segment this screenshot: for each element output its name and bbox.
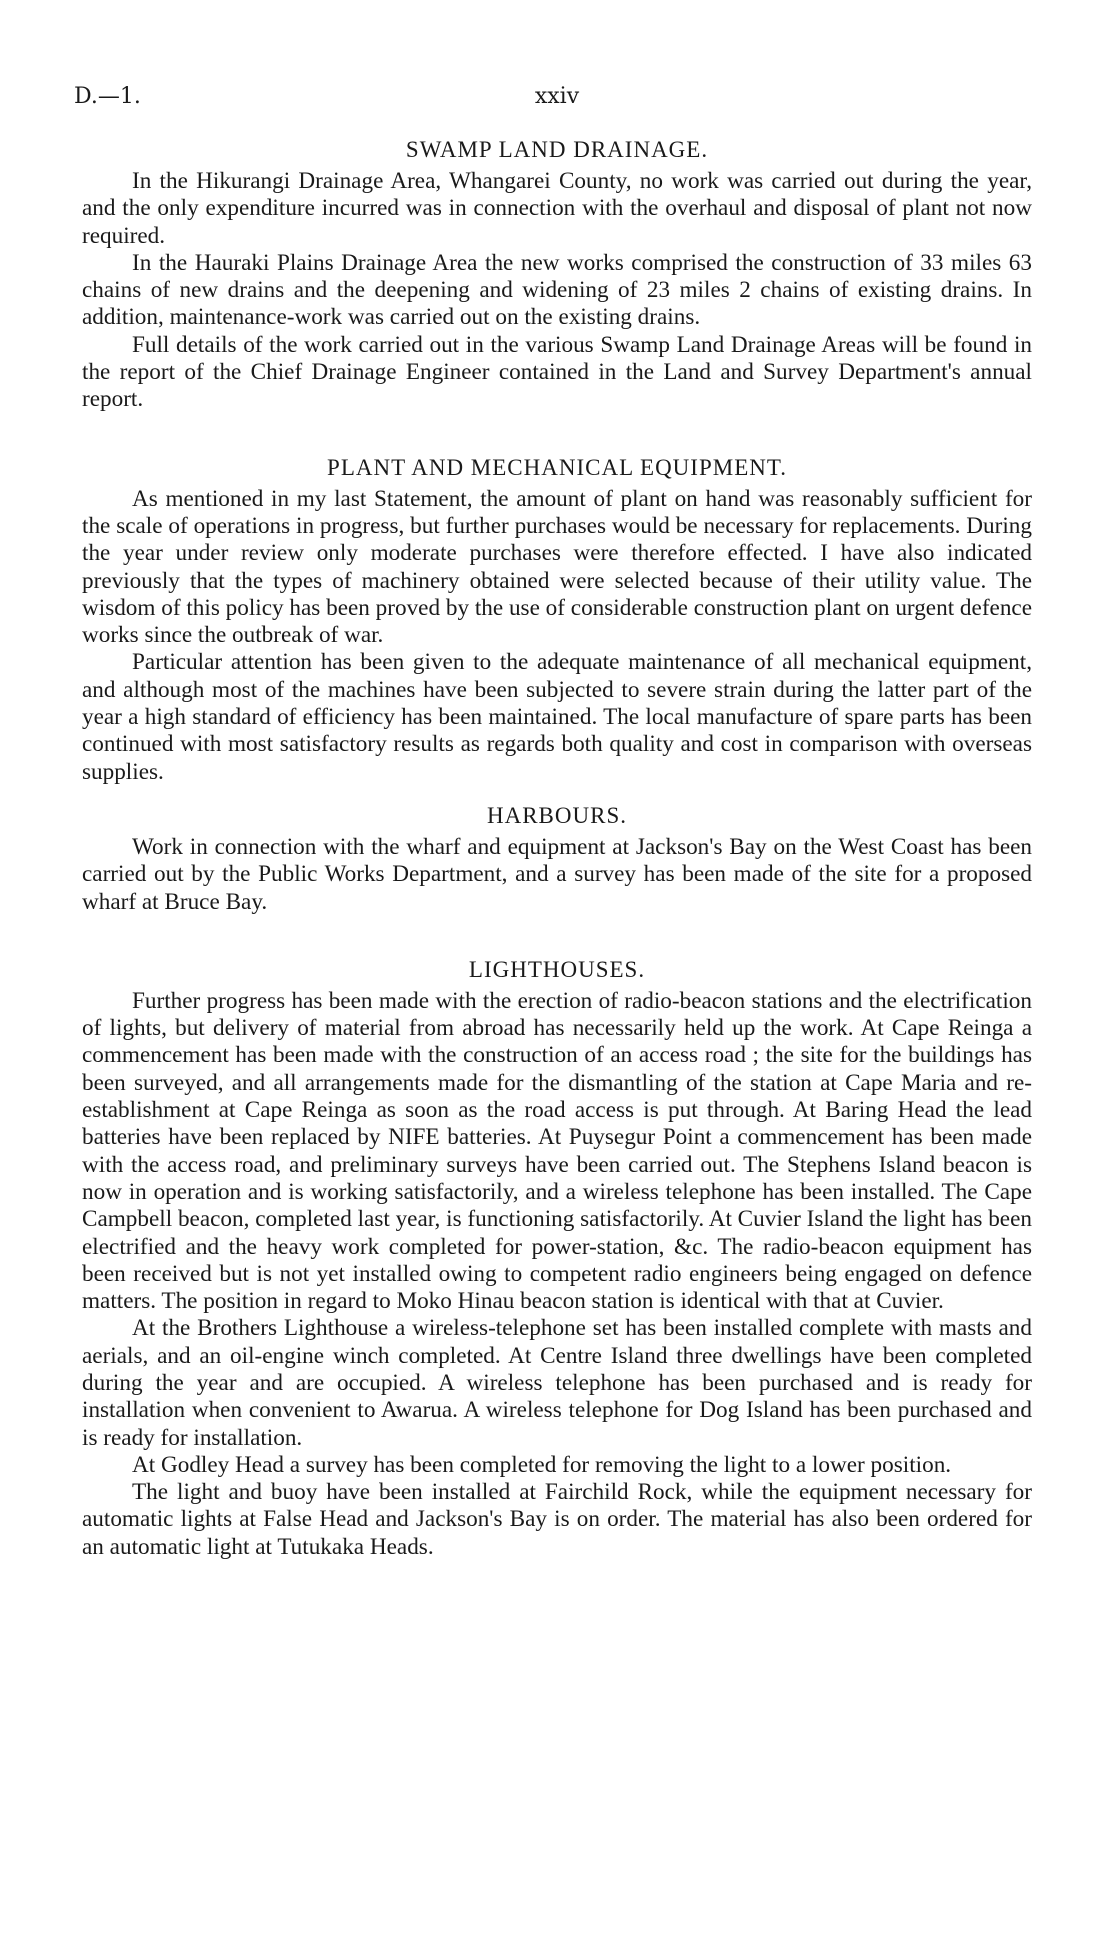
paragraph: The light and buoy have been installed at Fairchild Rock, while the equipment necessary for automatic lights at False Head and Jackson's Bay is on order. The material has also been ordered for an automatic light at Tutukaka Heads. — [82, 1479, 1032, 1560]
paragraph: At the Brothers Lighthouse a wireless-telephone set has been installed complete with masts and aerials, and an oil-engine winch completed. At Centre Island three dwellings have been completed during the year and are occupied. A wireless telephone has been purchased and is ready for installation when convenient to Awarua. A wireless telephone for Dog Island has been purchased and is ready for installation. — [82, 1315, 1032, 1451]
section-heading: LIGHTHOUSES. — [468, 956, 646, 982]
paragraph: Particular attention has been given to the adequate maintenance of all mechanical equipment, and although most of the machines have been subjected to severe strain during the latter part of the year a high standard of efficiency has been maintained. The local manufacture of spare parts has been continued with most satisfactory results as regards both quality and cost in comparison with overseas supplies. — [82, 649, 1032, 785]
document-code: D.—1. — [74, 84, 141, 109]
paragraph: At Godley Head a survey has been completed for removing the light to a lower position. — [132, 1451, 952, 1478]
section-swamp-land-drainage — [82, 136, 1032, 414]
section-plant-and-mechanical-equipment — [82, 454, 1032, 786]
paragraph: Further progress has been made with the erection of radio-beacon stations and the electrification of lights, but delivery of material from abroad has necessarily held up the work. At Cape Reinga a commencement has been made with the construction of an access road ; the site for the buildings has been surveyed, and all arrangements made for the dismantling of the station at Cape Maria and re-establishment at Cape Reinga as soon as the road access is put through. At Baring Head the lead batteries have been replaced by NIFE batteries. At Puysegur Point a commencement has been made with the access road, and preliminary surveys have been carried out. The Stephens Island beacon is now in operation and is working satisfactorily, and a wireless telephone has been installed. The Cape Campbell beacon, completed last year, is functioning satisfactorily. At Cuvier Island the light has been electrified and the heavy work completed for power-station, &c. The radio-beacon equipment has been received but is not yet installed owing to competent radio engineers being engaged on defence matters. The position in regard to Moko Hinau beacon station is identical with that at Cuvier. — [82, 987, 1032, 1315]
page-header — [74, 84, 1040, 114]
section-heading: PLANT AND MECHANICAL EQUIPMENT. — [327, 454, 787, 480]
paragraph: Full details of the work carried out in the various Swamp Land Drainage Areas will be found in the report of the Chief Drainage Engineer contained in the Land and Survey Department's annual report. — [82, 331, 1032, 413]
paragraph: Work in connection with the wharf and equipment at Jackson's Bay on the West Coast has been carried out by the Public Works Department, and a survey has been made of the site for a proposed wharf at Bruce Bay. — [82, 833, 1032, 915]
paragraph: In the Hauraki Plains Drainage Area the new works comprised the construction of 33 miles 63 chains of new drains and the deepening and widening of 23 miles 2 chains of existing drains. In addition, maintenance-work was carried out on the existing drains. — [82, 249, 1032, 331]
paragraph: As mentioned in my last Statement, the amount of plant on hand was reasonably sufficient for the scale of operations in progress, but further purchases would be necessary for replacements. During the year under review only moderate purchases were therefore effected. I have also indicated previously that the types of machinery obtained were selected because of their utility value. The wisdom of this policy has been proved by the use of considerable construction plant on urgent defence works since the outbreak of war. — [82, 485, 1033, 649]
section-heading: SWAMP LAND DRAINAGE. — [405, 137, 709, 162]
paragraph: In the Hikurangi Drainage Area, Whangarei County, no work was carried out during the year, and the only expenditure incurred was in connection with the overhaul and disposal of plant not now required. — [82, 168, 1032, 249]
section-heading: HARBOURS. — [486, 802, 627, 828]
page-content — [82, 136, 1032, 1561]
section-lighthouses — [82, 956, 1032, 1561]
page-number: xxiv — [534, 84, 580, 109]
section-harbours — [82, 802, 1032, 916]
